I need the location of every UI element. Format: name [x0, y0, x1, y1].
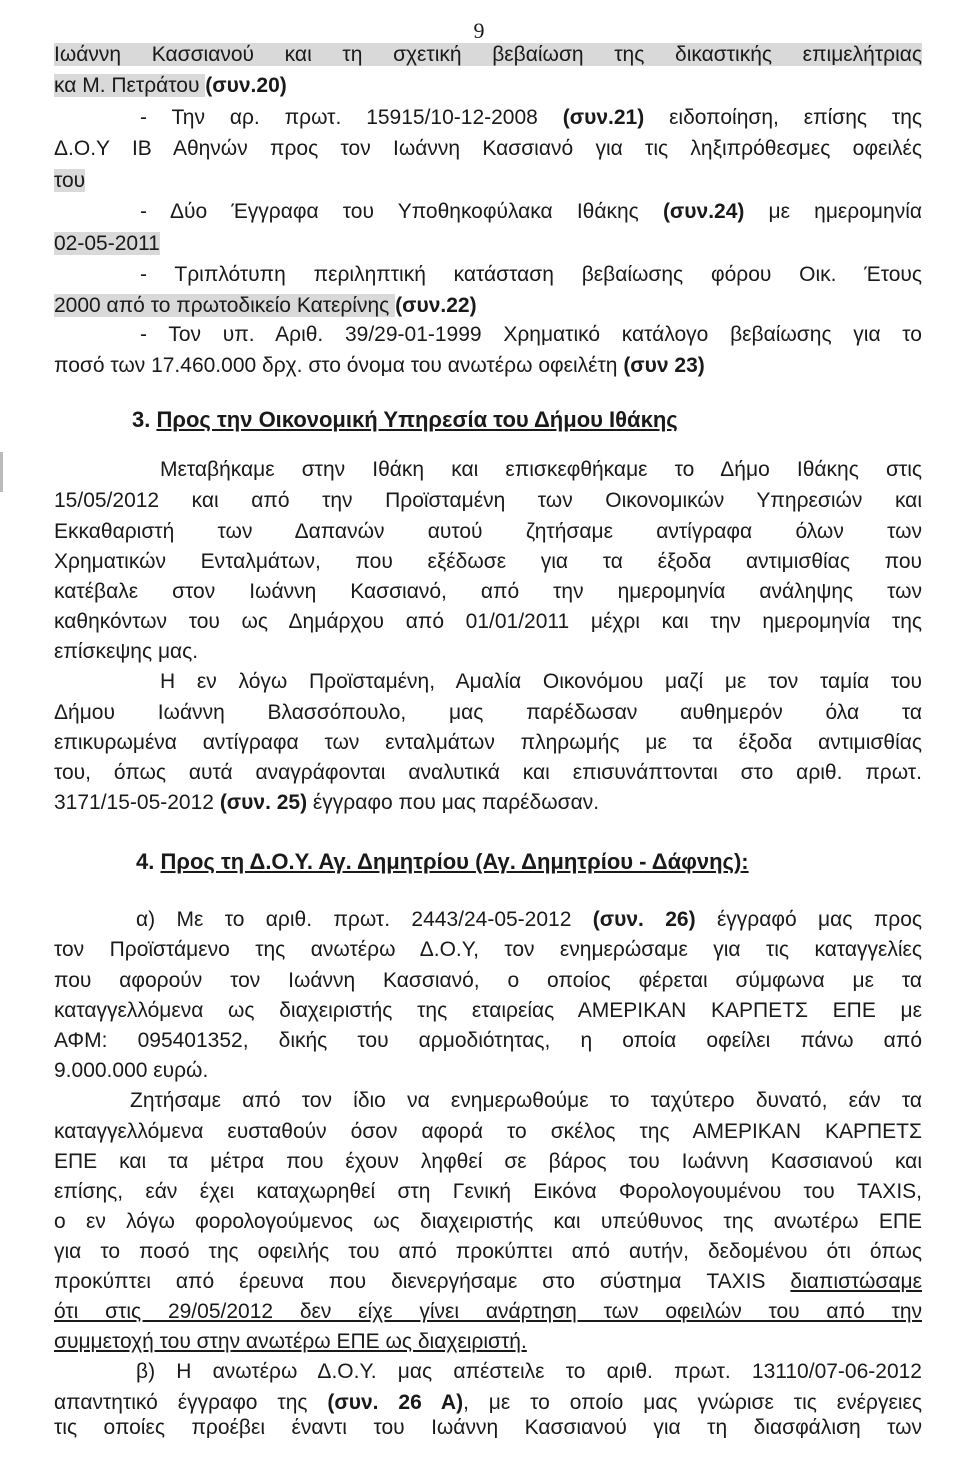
text-line: 02-05-2011 [54, 232, 160, 255]
text-line: απαντητικό έγγραφο της (συν. 26 Α), με το οποίο μας γνώρισε τις ενέργειες [54, 1391, 922, 1414]
text-line: επίσης, εάν έχει καταχωρηθεί στη Γενική Εικόνα Φορολογουμένου του TAXIS, [54, 1180, 922, 1203]
text-line: Εκκαθαριστή των Δαπανών αυτού ζητήσαμε αντίγραφα όλων των [54, 520, 922, 543]
text-line: - Δύο Έγγραφα του Υποθηκοφύλακα Ιθάκης (συν.24) με ημερομηνία [140, 200, 922, 223]
text-line: του, όπως αυτά αναγράφονται αναλυτικά και επισυνάπτονται στο αριθ. πρωτ. [54, 761, 922, 784]
text-line: ΑΦΜ: 095401352, δικής του αρμοδιότητας, η οποία οφείλει πάνω από [54, 1029, 922, 1052]
text-line: κα Μ. Πετράτου (συν.20) [54, 74, 287, 97]
text-line: ο εν λόγω φορολογούμενος ως διαχειριστής και υπεύθυνος της ανωτέρω ΕΠΕ [54, 1210, 922, 1233]
text-line: 3171/15-05-2012 (συν. 25) έγγραφο που μας παρέδωσαν. [54, 791, 600, 814]
text-line: Χρηματικών Ενταλμάτων, που εξέδωσε για τα έξοδα αντιμισθίας που [54, 550, 922, 573]
scan-artifact [0, 452, 3, 492]
text-line: συμμετοχή του στην ανωτέρω ΕΠΕ ως διαχειριστή. [54, 1330, 527, 1353]
text-line: επικυρωμένα αντίγραφα των ενταλμάτων πληρωμής με τα έξοδα αντιμισθίας [54, 731, 922, 754]
text-line: Η εν λόγω Προϊσταμένη, Αμαλία Οικονόμου μαζί με τον ταμία του [160, 670, 922, 693]
text-line: προκύπτει από έρευνα που διενεργήσαμε στο σύστημα TAXIS διαπιστώσαμε [54, 1270, 922, 1293]
section-heading-4: 4. Προς τη Δ.Ο.Υ. Αγ. Δημητρίου (Αγ. Δημητρίου - Δάφνης): [136, 849, 749, 874]
text-line: Δήμου Ιωάννη Βλασσόπουλο, μας παρέδωσαν αυθημερόν όλα τα [54, 701, 922, 724]
text-line: καταγγελλόμενα ευσταθούν όσον αφορά το σκέλος της ΑΜΕΡΙΚΑΝ ΚΑΡΠΕΤΣ [54, 1120, 922, 1143]
text-line: β) Η ανωτέρω Δ.Ο.Υ. μας απέστειλε το αριθ. πρωτ. 13110/07-06-2012 [136, 1360, 922, 1383]
text-line: τις οποίες προέβει έναντι του Ιωάννη Κασσιανού για τη διασφάλιση των [54, 1418, 922, 1438]
text-line: - Τον υπ. Αριθ. 39/29-01-1999 Χρηματικό κατάλογο βεβαίωσης για το [140, 323, 922, 346]
text-line: Ζητήσαμε από τον ίδιο να ενημερωθούμε το ταχύτερο δυνατό, εάν τα [130, 1089, 922, 1112]
text-line: του [54, 169, 86, 192]
text-line: α) Με το αριθ. πρωτ. 2443/24-05-2012 (συν. 26) έγγραφό μας προς [136, 908, 922, 931]
text-line: Μεταβήκαμε στην Ιθάκη και επισκεφθήκαμε το Δήμο Ιθάκης στις [160, 458, 922, 481]
text-line: που αφορούν τον Ιωάννη Κασσιανό, ο οποίος φέρεται σύμφωνα με τα [54, 969, 922, 992]
text-line: - Τριπλότυπη περιληπτική κατάσταση βεβαίωσης φόρου Οικ. Έτους [140, 263, 922, 286]
text-line: ΕΠΕ και τα μέτρα που έχουν ληφθεί σε βάρος του Ιωάννη Κασσιανού και [54, 1150, 922, 1173]
text-line: ποσό των 17.460.000 δρχ. στο όνομα του ανωτέρω οφειλέτη (συν 23) [54, 354, 705, 377]
text-line: 15/05/2012 και από την Προϊσταμένη των Οικονομικών Υπηρεσιών και [54, 489, 922, 512]
text-line: καθηκόντων του ως Δημάρχου από 01/01/2011 μέχρι και την ημερομηνία της [54, 610, 922, 633]
text-line: κατέβαλε στον Ιωάννη Κασσιανό, από την ημερομηνία ανάληψης των [54, 580, 922, 603]
text-line: 9.000.000 ευρώ. [54, 1059, 209, 1082]
text-line: επίσκεψης μας. [54, 640, 199, 663]
text-line: Ιωάννη Κασσιανού και τη σχετική βεβαίωση της δικαστικής επιμελήτριας [54, 43, 922, 66]
text-line: για το ποσό της οφειλής του από προκύπτει από αυτήν, δεδομένου ότι όπως [54, 1240, 922, 1263]
text-line: Δ.Ο.Υ ΙΒ Αθηνών προς τον Ιωάννη Κασσιανό για τις ληξιπρόθεσμες οφειλές [54, 137, 922, 160]
section-heading-3: 3. Προς την Οικονομική Υπηρεσία του Δήμου Ιθάκης [132, 407, 678, 432]
page-number: 9 [473, 18, 485, 43]
text-line: - Την αρ. πρωτ. 15915/10-12-2008 (συν.21) ειδοποίηση, επίσης της [140, 106, 922, 129]
text-line: 2000 από το πρωτοδικείο Κατερίνης (συν.22) [54, 294, 477, 317]
text-line: καταγγελλόμενα ως διαχειριστής της εταιρείας ΑΜΕΡΙΚΑΝ ΚΑΡΠΕΤΣ ΕΠΕ με [54, 999, 922, 1022]
text-line: τον Προϊστάμενο της ανωτέρω Δ.Ο.Υ, τον ενημερώσαμε για τις καταγγελίες [54, 938, 922, 961]
text-line: ότι στις 29/05/2012 δεν είχε γίνει ανάρτηση των οφειλών του από την [54, 1300, 922, 1323]
